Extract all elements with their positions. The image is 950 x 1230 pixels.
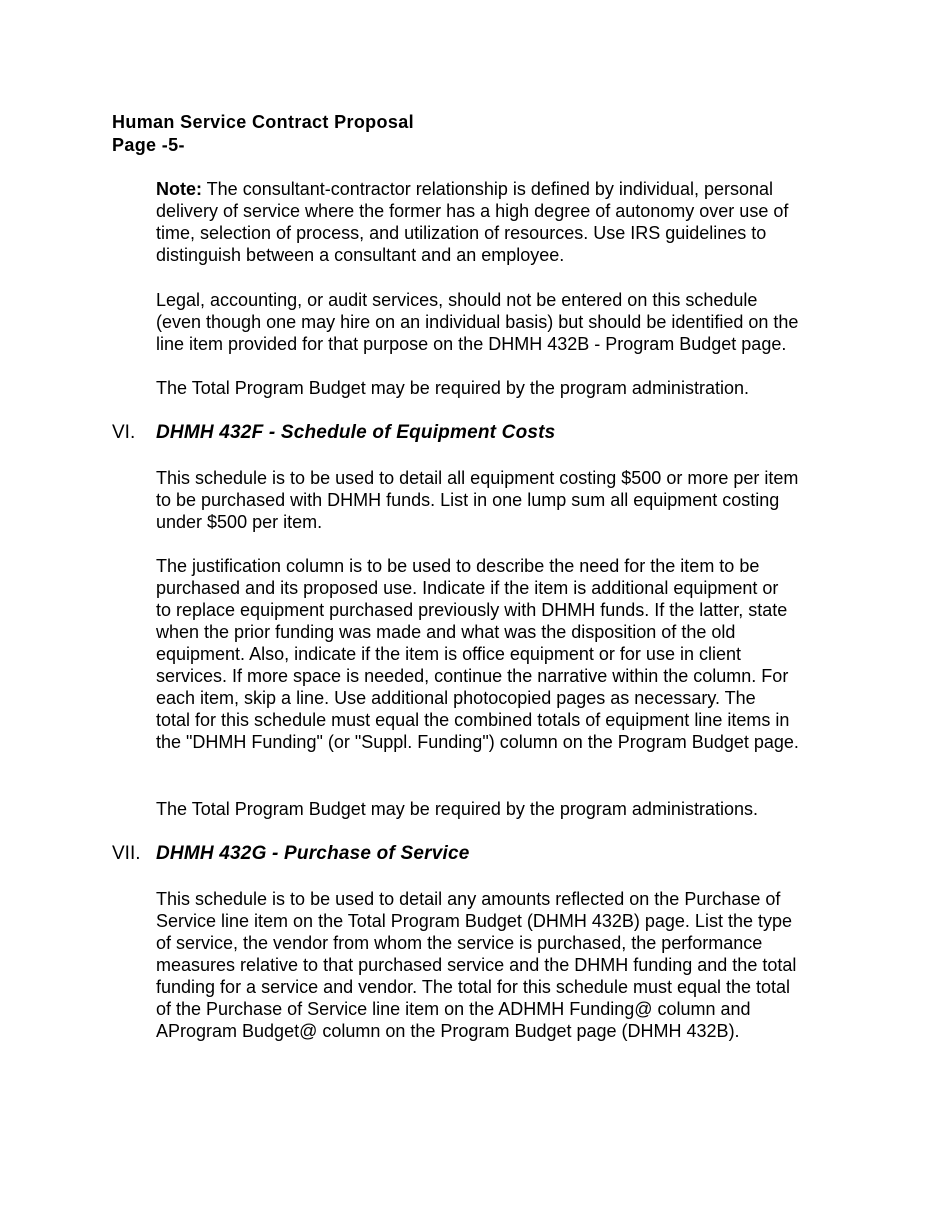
justification-paragraph [156,555,846,753]
note-line: Note: The consultant-contractor relationship is defined by individual, personal [156,179,773,199]
note-paragraph [156,178,846,266]
section-number: VII. [112,843,141,864]
page-header [112,111,414,157]
paragraph-line: measures relative to that purchased service and the DHMH funding and the total [156,955,797,975]
purchase-of-service-paragraph [156,888,846,1042]
page-number: Page -5- [112,135,185,155]
paragraph-line: to be purchased with DHMH funds. List in one lump sum all equipment costing [156,490,780,510]
section-number: VI. [112,422,136,443]
paragraph-line: total for this schedule must equal the combined totals of equipment line items in [156,710,790,730]
paragraph-line: of the Purchase of Service line item on the ADHMH Funding@ column and [156,999,751,1019]
document-title: Human Service Contract Proposal [112,112,414,132]
paragraph-line: under $500 per item. [156,512,323,532]
paragraph-line: services. If more space is needed, continue the narrative within the column. For [156,666,789,686]
paragraph-line: purchased and its proposed use. Indicate if the item is additional equipment or [156,578,779,598]
note-line: distinguish between a consultant and an employee. [156,245,565,265]
paragraph-line: (even though one may hire on an individual basis) but should be identified on the [156,312,799,332]
total-budget-paragraph: The Total Program Budget may be required by the program administration. [156,378,749,398]
paragraph-line: when the prior funding was made and what was the disposition of the old [156,622,736,642]
section-title: DHMH 432G - Purchase of Service [156,843,470,864]
paragraph-line: This schedule is to be used to detail all equipment costing $500 or more per item [156,468,799,488]
paragraph-line: The justification column is to be used to describe the need for the item to be [156,556,760,576]
note-line: delivery of service where the former has a high degree of autonomy over use of [156,201,789,221]
paragraph-line: line item provided for that purpose on the DHMH 432B - Program Budget page. [156,334,787,354]
paragraph-line: the "DHMH Funding" (or "Suppl. Funding") column on the Program Budget page. [156,732,799,752]
section-title: DHMH 432F - Schedule of Equipment Costs [156,422,556,443]
paragraph-line: each item, skip a line. Use additional photocopied pages as necessary. The [156,688,756,708]
paragraph-line: of service, the vendor from whom the service is purchased, the performance [156,933,763,953]
paragraph-line: equipment. Also, indicate if the item is office equipment or for use in client [156,644,741,664]
paragraph-line: funding for a service and vendor. The total for this schedule must equal the total [156,977,791,997]
paragraph-line: This schedule is to be used to detail any amounts reflected on the Purchase of [156,889,781,909]
paragraph-line: to replace equipment purchased previously with DHMH funds. If the latter, state [156,600,788,620]
note-label: Note: [156,179,202,199]
equipment-schedule-paragraph [156,467,846,533]
note-line: time, selection of process, and utilization of resources. Use IRS guidelines to [156,223,767,243]
total-budget-paragraph-2: The Total Program Budget may be required by the program administrations. [156,799,758,819]
paragraph-line: AProgram Budget@ column on the Program Budget page (DHMH 432B). [156,1021,740,1041]
paragraph-line: Legal, accounting, or audit services, should not be entered on this schedule [156,290,758,310]
paragraph-line: Service line item on the Total Program Budget (DHMH 432B) page. List the type [156,911,792,931]
legal-services-paragraph [156,289,846,355]
